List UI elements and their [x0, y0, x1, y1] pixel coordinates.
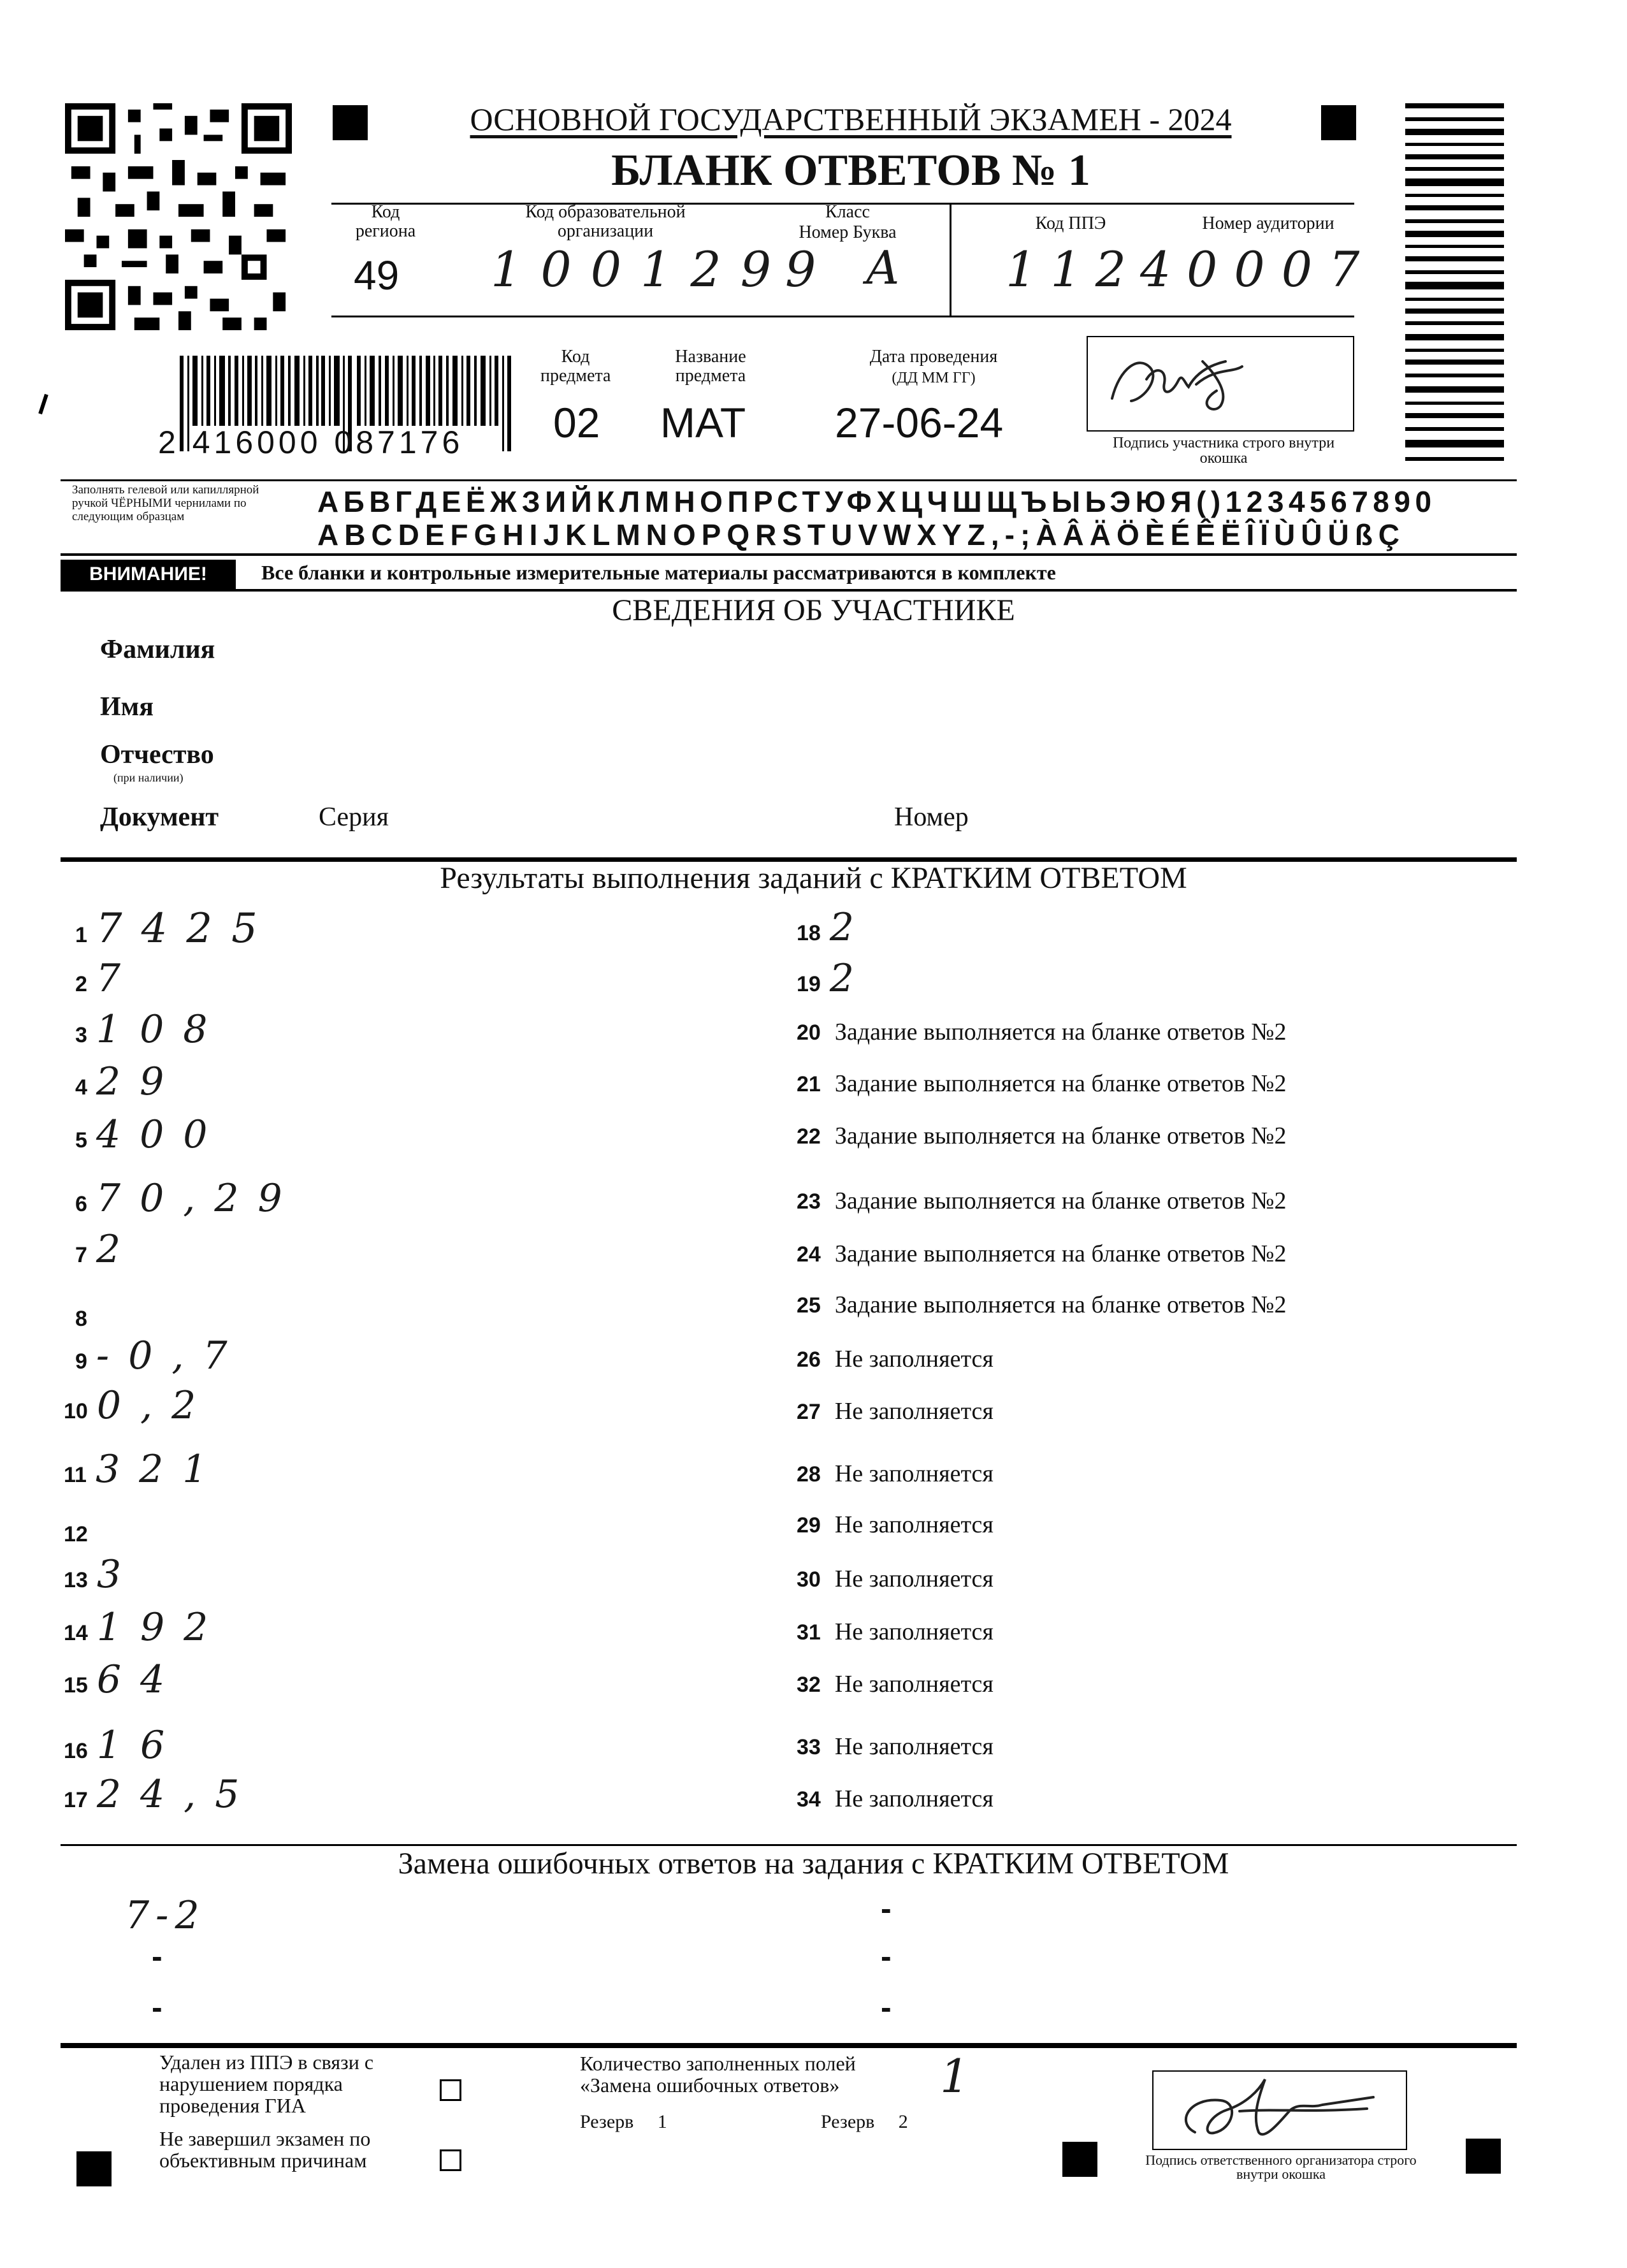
task-answer: -0,7	[96, 1334, 247, 1378]
task-row-21	[797, 1070, 1286, 1098]
date-format: (ДД ММ ГГ)	[892, 370, 976, 386]
date-value: 27-06-24	[835, 399, 1004, 446]
number-label: Номер	[894, 803, 969, 832]
sample-top-rule	[61, 479, 1517, 481]
task-number: 20	[797, 1021, 821, 1045]
task-number: 33	[797, 1735, 821, 1759]
task-row-22	[797, 1122, 1286, 1150]
task-answer: 400	[96, 1112, 227, 1157]
results-section-title: Результаты выполнения заданий с КРАТКИМ ОТВЕТОМ	[440, 861, 1187, 895]
participant-signature-caption: Подпись участника строго внутри окошка	[1112, 435, 1335, 467]
registration-mark-bottom-middle	[1062, 2142, 1097, 2177]
task-answer: 64	[96, 1657, 184, 1702]
task-number: 7	[75, 1243, 87, 1267]
replacement-section-title: Замена ошибочных ответов на задания с КРАТКИМ ОТВЕТОМ	[398, 1847, 1229, 1880]
task-answer: 16	[96, 1723, 184, 1768]
attention-bottom-rule	[61, 589, 1517, 592]
task-row-34	[797, 1785, 994, 1813]
task-number: 30	[797, 1567, 821, 1592]
task-note: Задание выполняется на бланке ответов №2	[834, 1019, 1287, 1045]
task-number: 17	[64, 1788, 88, 1812]
task-number: 29	[797, 1513, 821, 1537]
task-number: 14	[64, 1621, 88, 1645]
task-row-11	[64, 1447, 226, 1492]
task-row-19	[797, 956, 854, 1001]
task-number: 13	[64, 1568, 88, 1592]
task-number: 11	[64, 1463, 87, 1487]
task-note: Не заполняется	[834, 1566, 994, 1592]
task-number: 28	[797, 1462, 821, 1487]
series-label: Серия	[319, 803, 389, 832]
task-row-15	[64, 1657, 184, 1702]
name-label: Имя	[100, 692, 154, 722]
task-answer: 2	[829, 956, 855, 1001]
task-row-8	[75, 1291, 94, 1335]
task-number: 4	[75, 1075, 87, 1100]
registration-mark-top-right	[1321, 105, 1356, 140]
sample-instruction: Заполнять гелевой или капиллярной ручкой ЧЁРНЫМИ чернилами по следующим образцам	[72, 483, 259, 523]
task-number: 22	[797, 1124, 821, 1149]
sample-row-latin: ABCDEFGHIJKLMNOPQRSTUVWXYZ,-;ÀÂÄÖÈÉÊËÎÏÙÛÜßÇ	[317, 518, 1406, 551]
task-number: 8	[75, 1307, 87, 1331]
room-value: 0007	[1187, 241, 1377, 298]
task-number: 21	[797, 1072, 821, 1096]
reserve-1: Резерв 1	[580, 2111, 667, 2132]
task-number: 18	[797, 921, 821, 945]
replacement-bottom-rule	[61, 2043, 1517, 2048]
region-value: 49	[354, 252, 400, 298]
exam-title: ОСНОВНОЙ ГОСУДАРСТВЕННЫЙ ЭКЗАМЕН - 2024	[470, 101, 1232, 137]
task-number: 16	[64, 1739, 88, 1763]
task-number: 9	[75, 1349, 87, 1374]
removed-text: Удален из ППЭ в связи с нарушением порядка проведения ГИА	[159, 2051, 374, 2117]
class-sub-label: Номер Буква	[799, 222, 897, 242]
qr-code	[64, 103, 293, 330]
replacement-dash-right-3: -	[881, 1989, 892, 2025]
patronymic-note: (при наличии)	[113, 771, 184, 784]
task-number: 5	[75, 1128, 87, 1152]
not-finished-checkbox[interactable]	[440, 2149, 461, 2171]
task-number: 24	[797, 1242, 821, 1267]
barcode-number: 2 416000 087176	[158, 425, 464, 460]
task-note: Не заполняется	[834, 1785, 994, 1812]
task-row-26	[797, 1345, 994, 1373]
date-label: Дата проведения	[869, 347, 998, 367]
participant-signature-box	[1087, 336, 1354, 432]
task-answer: 7425	[96, 905, 277, 952]
task-row-23	[797, 1187, 1286, 1215]
attention-badge: ВНИМАНИЕ!	[61, 560, 236, 589]
sample-bottom-rule	[61, 553, 1517, 556]
task-row-16	[64, 1723, 184, 1768]
organizer-signature	[1163, 2072, 1392, 2148]
not-finished-text: Не завершил экзамен по объективным причинам	[159, 2127, 371, 2172]
task-number: 26	[797, 1348, 821, 1372]
replacement-dash-left-3: -	[152, 1989, 163, 2025]
task-number: 15	[64, 1673, 88, 1697]
region-label: Код региона	[355, 202, 416, 241]
sample-row-cyrillic: АБВГДЕЁЖЗИЙКЛМНОПРСТУФХЦЧШЩЪЫЬЭЮЯ()1234567890	[317, 485, 1436, 518]
count-value: 1	[940, 2049, 969, 2103]
form-title: БЛАНК ОТВЕТОВ № 1	[611, 146, 1090, 195]
task-answer: 2	[829, 905, 855, 950]
codes-divider	[950, 203, 951, 317]
task-number: 6	[75, 1192, 87, 1216]
codes-bottom-rule	[331, 316, 1354, 317]
task-number: 19	[797, 972, 821, 996]
task-note: Не заполняется	[834, 1511, 994, 1538]
task-number: 25	[797, 1293, 821, 1318]
task-number: 23	[797, 1189, 821, 1214]
task-row-28	[797, 1460, 994, 1488]
task-note: Не заполняется	[834, 1398, 994, 1425]
task-answer: 0,2	[96, 1383, 215, 1428]
ppe-label: Код ППЭ	[1035, 214, 1106, 233]
task-note: Не заполняется	[834, 1346, 994, 1372]
task-number: 34	[797, 1787, 821, 1812]
room-label: Номер аудитории	[1202, 214, 1334, 233]
task-answer: 108	[96, 1007, 227, 1052]
task-answer: 321	[95, 1447, 226, 1492]
task-number: 1	[75, 923, 87, 947]
task-row-13	[64, 1552, 140, 1597]
count-label: Количество заполненных полей «Замена ошибочных ответов»	[580, 2052, 856, 2097]
attention-text: Все бланки и контрольные измерительные материалы рассматриваются в комплекте	[261, 561, 1056, 584]
patronymic-label: Отчество	[100, 740, 214, 769]
task-row-32	[797, 1670, 994, 1698]
ppe-value: 1124	[1006, 241, 1185, 298]
task-answer: 7	[96, 956, 140, 1001]
task-number: 32	[797, 1673, 821, 1697]
task-number: 2	[75, 972, 87, 996]
side-barcode	[1405, 103, 1504, 463]
task-row-33	[797, 1733, 994, 1761]
registration-mark-bottom-left	[76, 2151, 112, 2186]
task-answer: 192	[96, 1605, 228, 1650]
task-row-6	[75, 1176, 301, 1221]
task-answer: 2	[96, 1227, 140, 1272]
pen-mark	[38, 394, 48, 414]
subject-code-value: 02	[553, 399, 600, 446]
participant-signature	[1101, 342, 1266, 425]
task-row-1	[75, 905, 277, 952]
removed-checkbox[interactable]	[440, 2079, 461, 2101]
task-row-29	[797, 1511, 994, 1539]
reserve-2: Резерв 2	[821, 2111, 908, 2132]
registration-mark-top-left	[333, 105, 368, 140]
subject-name-label: Название предмета	[675, 347, 746, 386]
surname-label: Фамилия	[100, 635, 215, 664]
task-row-4	[75, 1059, 183, 1104]
task-row-17	[64, 1772, 258, 1817]
task-answer: 29	[96, 1059, 184, 1104]
organizer-signature-caption: Подпись ответственного организатора строго внутри окошка	[1145, 2152, 1417, 2182]
task-row-2	[75, 956, 140, 1001]
replacement-dash-right-1: -	[881, 1891, 892, 1926]
organizer-signature-box	[1152, 2070, 1407, 2150]
task-answer: 70,29	[96, 1176, 301, 1221]
task-row-25	[797, 1291, 1286, 1319]
task-number: 31	[797, 1620, 821, 1645]
task-row-20	[797, 1018, 1286, 1046]
task-number: 12	[64, 1522, 88, 1546]
task-row-18	[797, 905, 854, 950]
task-note: Задание выполняется на бланке ответов №2	[834, 1240, 1287, 1267]
task-row-12	[64, 1506, 94, 1551]
task-note: Задание выполняется на бланке ответов №2	[834, 1188, 1287, 1214]
replacement-dash-right-2: -	[881, 1938, 892, 1974]
task-number: 3	[75, 1023, 87, 1047]
task-row-27	[797, 1397, 994, 1425]
registration-mark-bottom-right	[1466, 2139, 1501, 2174]
task-row-7	[75, 1227, 140, 1272]
task-row-9	[75, 1334, 247, 1378]
task-row-24	[797, 1240, 1286, 1268]
task-note: Не заполняется	[834, 1618, 994, 1645]
task-answer: 3	[96, 1552, 141, 1597]
task-row-14	[64, 1605, 227, 1650]
replacement-dash-left-2: -	[152, 1938, 163, 1974]
class-letter: А	[865, 241, 900, 294]
task-number: 10	[64, 1399, 88, 1423]
task-row-30	[797, 1565, 994, 1593]
task-note: Не заполняется	[834, 1671, 994, 1697]
subject-name-value: МАТ	[660, 399, 746, 446]
subject-code-label: Код предмета	[540, 347, 611, 386]
task-note: Задание выполняется на бланке ответов №2	[834, 1123, 1287, 1149]
class-number: 9	[785, 241, 816, 298]
task-number: 27	[797, 1400, 821, 1424]
task-note: Задание выполняется на бланке ответов №2	[834, 1070, 1287, 1097]
replacement-entry-1: 7-2	[125, 1893, 206, 1938]
task-answer: 24,5	[96, 1772, 259, 1817]
task-note: Задание выполняется на бланке ответов №2	[834, 1291, 1287, 1318]
task-row-31	[797, 1618, 994, 1646]
class-label: Класс	[825, 202, 870, 222]
task-note: Не заполняется	[834, 1460, 994, 1487]
document-label: Документ	[100, 803, 219, 832]
task-note: Не заполняется	[834, 1733, 994, 1760]
task-row-10	[64, 1383, 215, 1428]
participant-section-title: СВЕДЕНИЯ ОБ УЧАСТНИКЕ	[612, 593, 1015, 627]
org-value: 100129	[491, 241, 791, 298]
task-row-3	[75, 1007, 226, 1052]
task-row-5	[75, 1112, 226, 1157]
org-label: Код образовательной организации	[525, 202, 686, 241]
